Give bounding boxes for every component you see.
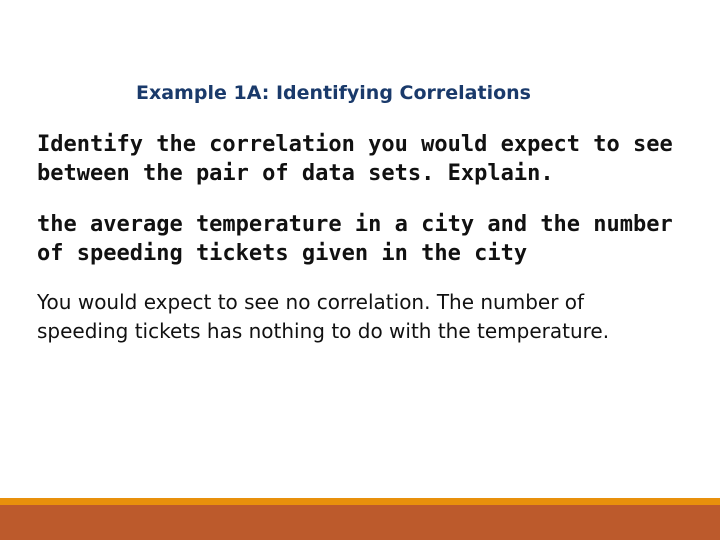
question-text: the average temperature in a city and the number of speeding tickets given in the city [37,212,673,266]
slide-title: Example 1A: Identifying Correlations [136,82,531,104]
footer-accent-stripe [0,498,720,505]
footer-bar [0,505,720,540]
answer-text: You would expect to see no correlation. The number of speeding tickets has nothing to do with the temperature. [37,290,610,343]
instruction-text: Identify the correlation you would expect to see between the pair of data sets. Explain. [37,132,673,186]
